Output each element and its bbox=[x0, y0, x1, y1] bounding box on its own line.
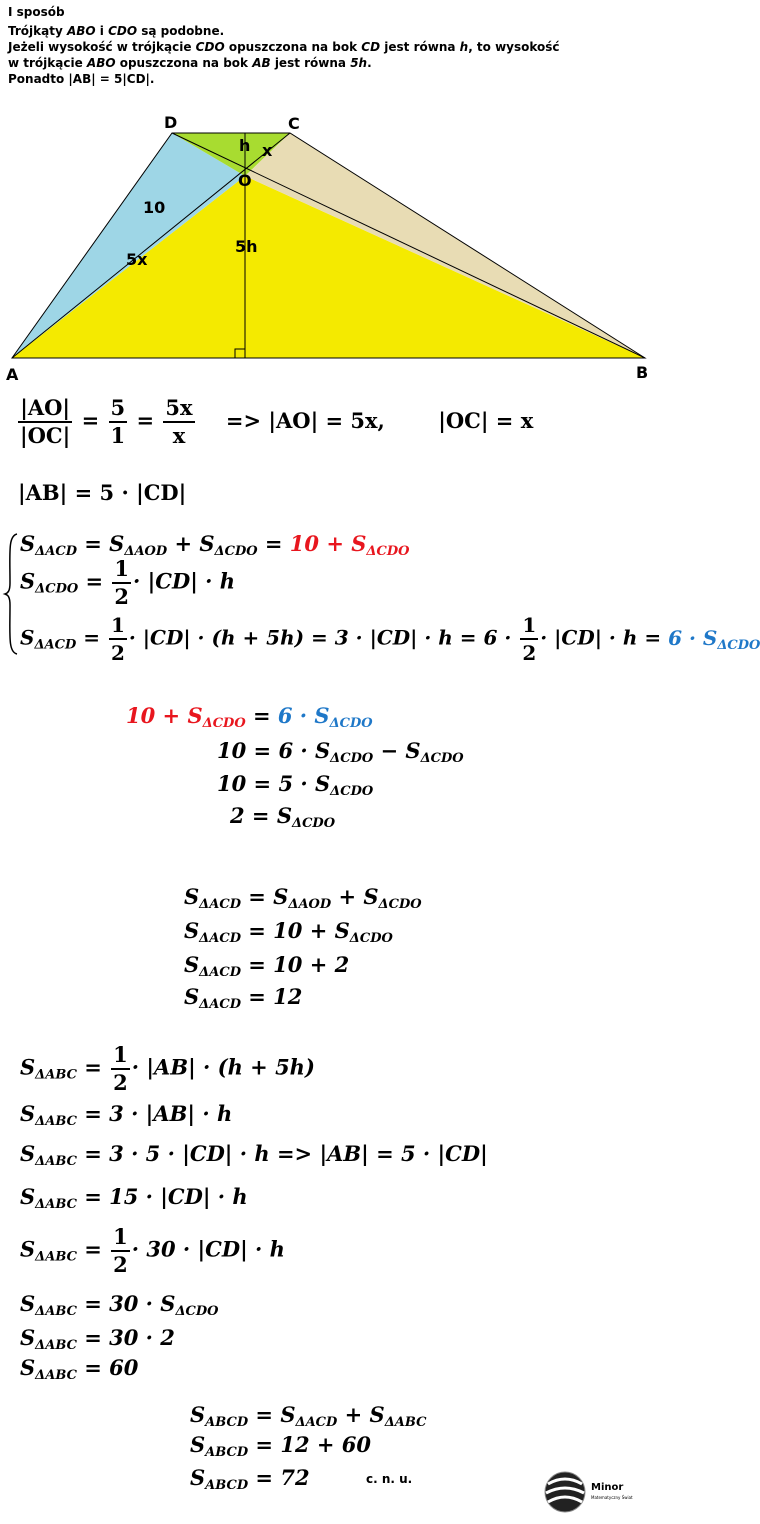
vertex-label-d: D bbox=[164, 113, 178, 132]
header-line-4: Ponadto |AB| = 5|CD|. bbox=[8, 72, 155, 86]
solve-line-4: $2 = S_{\Delta CDO}$ bbox=[230, 803, 336, 831]
ab-equals-5cd: |AB| = 5 · |CD| bbox=[18, 480, 187, 505]
point-label-o: O bbox=[238, 171, 252, 190]
fraction-half: $\frac{1}{2}$ bbox=[114, 556, 130, 609]
system-brace bbox=[4, 533, 18, 655]
abc-line-4: $S_{\Delta ABC} = 15 \cdot |CD| \cdot h$ bbox=[20, 1184, 248, 1212]
fraction-5-1: $\frac{5}{1}$ bbox=[110, 395, 126, 448]
solve-line-1: $10 + S_{\Delta CDO} = 6 \cdot S_{\Delta CDO}$ bbox=[126, 703, 373, 731]
solve-line-2: $10 = 6 \cdot S_{\Delta CDO} - S_{\Delta CDO}$ bbox=[217, 738, 464, 766]
acd-line-1: $S_{\Delta ACD} = S_{\Delta AOD} + S_{\Delta CDO}$ bbox=[184, 884, 422, 912]
fraction-ao-oc: $\frac{|AO|}{|OC|}$ bbox=[20, 395, 71, 448]
acd-line-2: $S_{\Delta ACD} = 10 + S_{\Delta CDO}$ bbox=[184, 918, 393, 946]
fraction-half: $\frac{1}{2}$ bbox=[522, 613, 537, 665]
label-area-10: 10 bbox=[143, 198, 166, 217]
trapezoid-diagram bbox=[0, 106, 650, 386]
abc-line-1: $S_{\Delta ABC}$ = $\frac{1}{2}$ · |AB| · (h + 5h) bbox=[20, 1042, 315, 1095]
system-line-2: $S_{\Delta CDO}$ = $\frac{1}{2}$ · |CD| · h bbox=[20, 556, 236, 609]
abc-line-5: $S_{\Delta ABC}$ = $\frac{1}{2}$ · 30 · |CD| · h bbox=[20, 1224, 285, 1277]
qed-mark: c. n. u. bbox=[366, 1472, 413, 1486]
acd-line-4: $S_{\Delta ACD} = 12$ bbox=[184, 984, 303, 1012]
vertex-label-a: A bbox=[6, 365, 19, 384]
label-5x: 5x bbox=[126, 250, 148, 269]
label-5h: 5h bbox=[235, 237, 258, 256]
fraction-5x-x: $\frac{5x}{x}$ bbox=[165, 395, 193, 448]
vertex-label-b: B bbox=[636, 363, 649, 382]
vertex-label-c: C bbox=[288, 114, 300, 133]
abc-line-8: $S_{\Delta ABC} = 60$ bbox=[20, 1355, 139, 1383]
header-line-2: Jeżeli wysokość w trójkącie CDO opuszczona na bok CD jest równa h, to wysokość bbox=[8, 40, 560, 54]
abc-line-2: $S_{\Delta ABC} = 3 \cdot |AB| \cdot h$ bbox=[20, 1101, 233, 1129]
method-title: I sposób bbox=[8, 5, 65, 19]
fraction-half: $\frac{1}{2}$ bbox=[113, 1224, 128, 1277]
final-line-1: $S_{ABCD} = S_{\Delta ACD} + S_{\Delta ABC}$ bbox=[190, 1402, 427, 1430]
system-line-3: $S_{\Delta ACD}$ = $\frac{1}{2}$ · |CD| · (h + 5h) = 3 · |CD| · h = 6 · $\frac{1}{2}$ · $|CD| \cdot h = 6 \cdot S_{\Delta CDO}$ bbox=[20, 613, 760, 665]
logo-tagline: Matematyczny Świat bbox=[591, 1495, 633, 1500]
final-line-2: $S_{ABCD} = 12 + 60$ bbox=[190, 1432, 371, 1460]
acd-line-3: $S_{\Delta ACD} = 10 + 2$ bbox=[184, 952, 350, 980]
minor-logo bbox=[543, 1466, 647, 1522]
abc-line-3: $S_{\Delta ABC} = 3 \cdot 5 \cdot |CD| \cdot h => |AB| = 5 \cdot |CD|$ bbox=[20, 1141, 488, 1169]
abc-line-7: $S_{\Delta ABC} = 30 \cdot 2$ bbox=[20, 1325, 175, 1353]
abc-line-6: $S_{\Delta ABC} = 30 \cdot S_{\Delta CDO}$ bbox=[20, 1291, 219, 1319]
header-line-3: w trójkącie ABO opuszczona na bok AB jest równa 5h. bbox=[8, 56, 372, 70]
label-x: x bbox=[262, 141, 273, 160]
solve-line-3: $10 = 5 \cdot S_{\Delta CDO}$ bbox=[217, 771, 374, 799]
header-line-1: Trójkąty ABO i CDO są podobne. bbox=[8, 24, 225, 38]
fraction-half: $\frac{1}{2}$ bbox=[113, 1042, 128, 1095]
logo-name: Minor bbox=[591, 1482, 624, 1493]
fraction-half: $\frac{1}{2}$ bbox=[110, 613, 125, 665]
final-line-3: $S_{ABCD} = 72$ bbox=[190, 1465, 310, 1493]
label-h: h bbox=[239, 136, 251, 155]
ratio-equation: $\frac{|AO|}{|OC|}$ = $\frac{5}{1}$ = $\frac{5x}{x}$ => |AO| = 5x, |OC| = x bbox=[20, 395, 534, 448]
system-line-1: $S_{\Delta ACD} = S_{\Delta AOD} + S_{\Delta CDO} = 10 + S_{\Delta CDO}$ bbox=[20, 531, 410, 559]
